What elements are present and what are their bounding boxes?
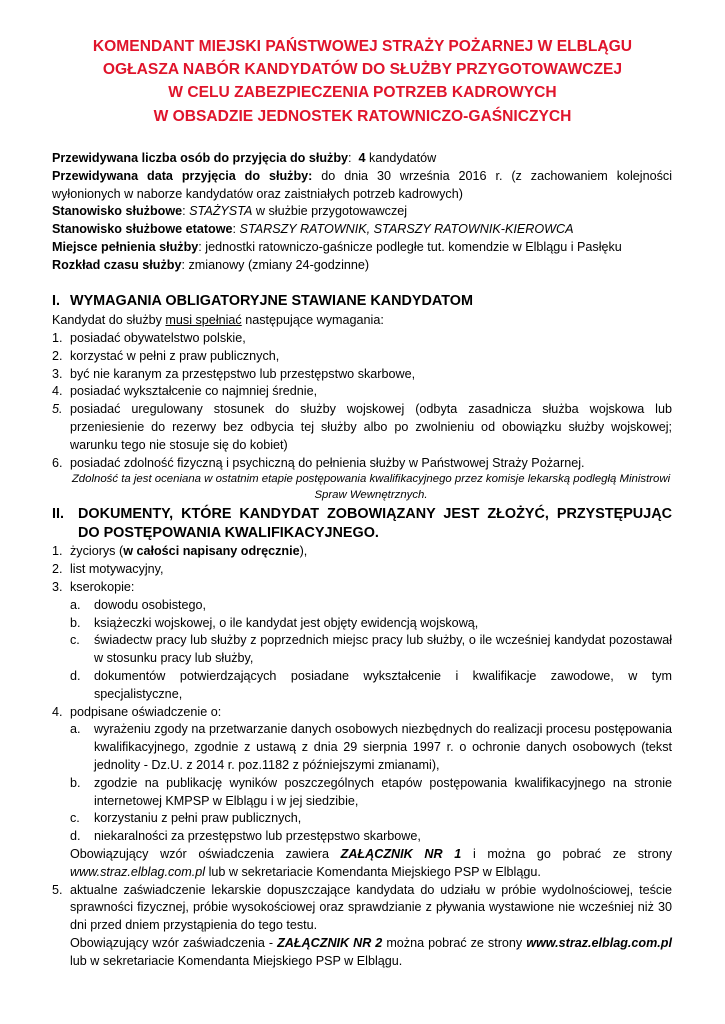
- website-link[interactable]: www.straz.elblag.com.pl: [526, 935, 672, 950]
- info-full-position: Stanowisko służbowe etatowe: STARSZY RATOWNIK, STARSZY RATOWNIK-KIEROWCA: [52, 222, 574, 237]
- list-item: d. niekaralności za przestępstwo lub przestępstwo skarbowe,: [70, 829, 421, 844]
- doc-item-2: 2. list motywacyjny,: [52, 562, 164, 577]
- doc-item-4: 4. podpisane oświadczenie o:: [52, 704, 222, 719]
- info-schedule: Rozkład czasu służby: zmianowy (zmiany 24-godzinne): [52, 257, 370, 272]
- info-position: Stanowisko służbowe: STAŻYSTA w służbie przygotowawczej: [52, 204, 408, 219]
- list-item: d. dokumentów potwierdzających posiadane wykształcenie i kwalifikacje zawodowe, w tym specjalistyczne,: [70, 668, 672, 701]
- list-item: b. książeczki wojskowej, o ile kandydat jest objęty ewidencją wojskową,: [70, 615, 479, 630]
- info-date: Przewidywana data przyjęcia do służby: do dnia 30 września 2016 r. (z zachowaniem kolejności wyłonionych w naborze kandydatów oraz zaistniałych potrzeb kadrowych): [52, 168, 673, 201]
- list-item: 5. posiadać uregulowany stosunek do służby wojskowej (odbyta zasadnicza służba wojskowa lub przeniesienie do rezerwy bez odbycia tej służby albo po zwolnieniu od obowiązku służby wojskowej; warunku tego nie stosuje się do kobiet): [52, 402, 672, 452]
- title-line-3: W CELU ZABEZPIECZENIA POTRZEB KADROWYCH: [168, 84, 557, 102]
- list-item: a. dowodu osobistego,: [70, 597, 207, 612]
- title-line-4: W OBSADZIE JEDNOSTEK RATOWNICZO-GAŚNICZYCH: [153, 107, 572, 125]
- requirements-list: [52, 330, 672, 472]
- list-item: c. świadectw pracy lub służby z poprzednich miejsc pracy lub służby, o ile wcześniej kandydat pozostawał w stosunku pracy lub służby,: [70, 633, 672, 666]
- list-item: c. korzystaniu z pełni praw publicznych,: [70, 811, 302, 826]
- title-line-1: KOMENDANT MIEJSKI PAŃSTWOWEJ STRAŻY POŻARNEJ W ELBLĄGU: [92, 38, 633, 55]
- list-item: 3. być nie karanym za przestępstwo lub przestępstwo skarbowe,: [52, 366, 416, 381]
- doc-item-1: 1. życiorys (w całości napisany odręcznie),: [52, 544, 308, 559]
- section-1-intro: Kandydat do służby musi spełniać następujące wymagania:: [52, 313, 384, 328]
- section-requirements: [52, 292, 672, 503]
- declaration-template-note: Obowiązujący wzór oświadczenia zawiera ZAŁĄCZNIK NR 1 i można go pobrać ze strony www.straz.elblag.com.pl lub w sekretariacie Komendanta Miejskiego PSP w Elblągu.: [70, 846, 672, 879]
- doc-item-4-sublist: [52, 721, 672, 846]
- website-link[interactable]: www.straz.elblag.com.pl: [70, 864, 206, 879]
- recruitment-info: [52, 150, 672, 275]
- title-line-2: OGŁASZA NABÓR KANDYDATÓW DO SŁUŻBY PRZYGOTOWAWCZEJ: [102, 61, 623, 79]
- health-note: Zdolność ta jest oceniana w ostatnim etapie postępowania kwalifikacyjnego przez komisje lekarską podległą Ministrowi Spraw Wewnętrznych.: [71, 473, 671, 501]
- list-item: 4. posiadać wykształcenie co najmniej średnie,: [52, 384, 318, 399]
- doc-item-3: 3. kserokopie:: [52, 580, 135, 594]
- list-item: b. zgodzie na publikację wyników poszczególnych etapów postępowania kwalifikacyjnego na stronie internetowej KMPSP w Elblągu i w jej siedzibie,: [70, 775, 672, 808]
- list-item: 6. posiadać zdolność fizyczną i psychiczną do pełnienia służby w Państwowej Straży Pożarnej.: [52, 455, 585, 470]
- doc-item-5: 5. aktualne zaświadczenie lekarskie dopuszczające kandydata do udziału w próbie wydolnościowej, teście sprawności fizycznej, próbie wysokościowej oraz sprawdzianie z pływania wystawione nie wcześniej niż 30 dni przed dniem przystąpienia do tego testu.: [52, 882, 672, 933]
- info-place: Miejsce pełnienia służby: jednostki ratowniczo-gaśnicze podległe tut. komendzie w Elblągu i Pasłęku: [52, 239, 622, 254]
- list-item: 2. korzystać w pełni z praw publicznych,: [52, 348, 280, 363]
- section-1-heading: I. WYMAGANIA OBLIGATORYJNE STAWIANE KANDYDATOM: [52, 293, 473, 309]
- list-item: 1. posiadać obywatelstwo polskie,: [52, 331, 246, 345]
- announcement-title: [60, 35, 665, 128]
- medical-template-note: Obowiązujący wzór zaświadczenia - ZAŁĄCZNIK NR 2 można pobrać ze strony www.straz.elblag.com.pl lub w sekretariacie Komendanta Miejskiego PSP w Elblągu.: [70, 935, 672, 968]
- section-documents: [52, 505, 672, 971]
- section-2-heading: II. DOKUMENTY, KTÓRE KANDYDAT ZOBOWIĄZANY JEST ZŁOŻYĆ, PRZYSTĘPUJĄC DO POSTĘPOWANIA KWALIFIKACYJNEGO.: [52, 506, 672, 542]
- info-count: Przewidywana liczba osób do przyjęcia do służby: 4 kandydatów: [52, 151, 437, 165]
- doc-item-3-sublist: [52, 597, 672, 704]
- list-item: a. wyrażeniu zgody na przetwarzanie danych osobowych niezbędnych do realizacji procesu postępowania kwalifikacyjnego, zgodnie z ustawą z dnia 29 sierpnia 1997 r. o ochronie danych osobowych (tekst jednolity - Dz.U. z 2014 r. poz.1182 z późniejszymi zmianami),: [70, 722, 672, 772]
